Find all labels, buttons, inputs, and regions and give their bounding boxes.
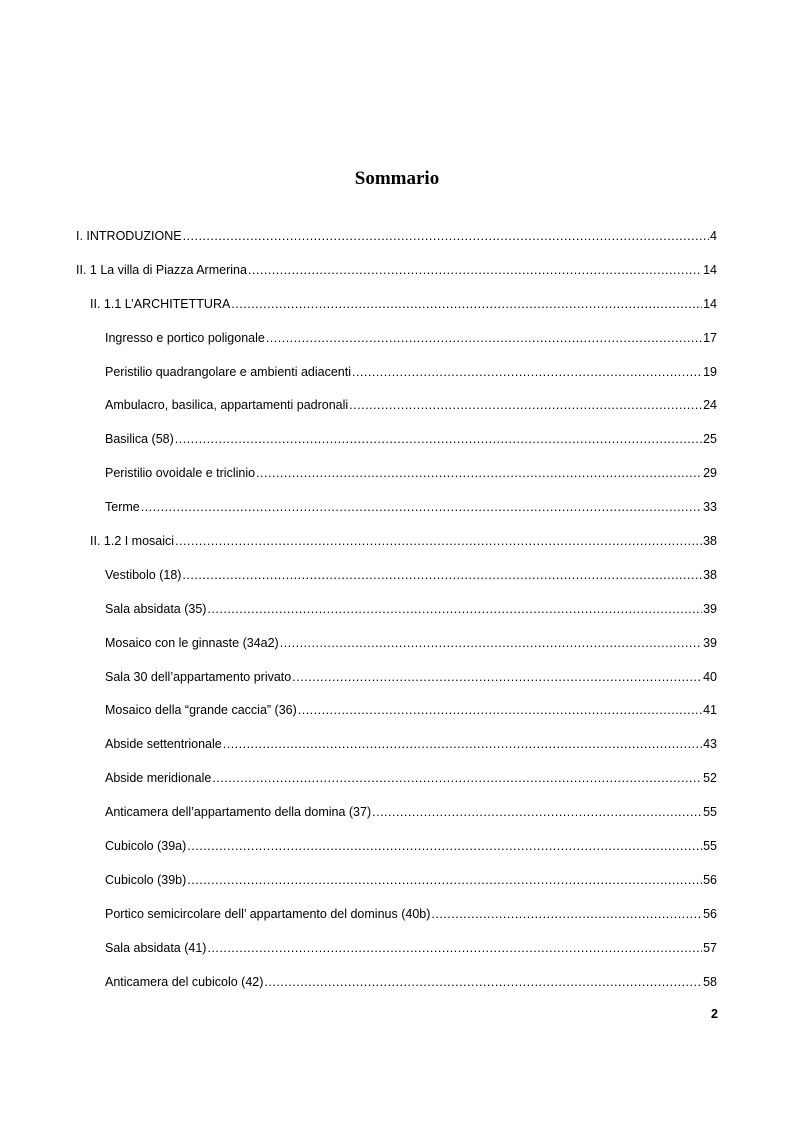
- toc-entry-page: 24: [703, 398, 717, 413]
- toc-entry-page: 57: [703, 940, 717, 955]
- toc-dot-leader: [231, 292, 702, 316]
- toc-entry-label: Portico semicircolare dell’ appartamento del dominus (40b): [105, 906, 431, 921]
- toc-entry-label: Mosaico della “grande caccia” (36): [105, 703, 297, 718]
- toc-entry-page: 4: [710, 229, 717, 243]
- toc-entry-label: II. 1.2 I mosaici: [90, 534, 175, 549]
- toc-entry[interactable]: [76, 800, 717, 834]
- toc-dot-leader: [280, 631, 702, 655]
- toc-entry-page: 43: [703, 737, 717, 752]
- toc-entry-page: 41: [703, 703, 717, 718]
- page-title: Sommario: [354, 168, 440, 189]
- toc-entry[interactable]: [76, 224, 717, 258]
- toc-entry[interactable]: [76, 495, 717, 529]
- toc-dot-leader: [264, 970, 702, 994]
- toc-entry-page: 14: [703, 262, 717, 277]
- toc-dot-leader: [223, 732, 702, 756]
- toc-entry-page: 19: [703, 364, 717, 379]
- toc-entry[interactable]: [76, 868, 717, 902]
- toc-entry[interactable]: [76, 732, 717, 766]
- toc-entry-label: Anticamera dell’appartamento della domina (37): [105, 805, 372, 820]
- toc-dot-leader: [298, 698, 702, 722]
- toc-entry-label: Cubicolo (39b): [105, 872, 187, 887]
- toc-entry-page: 17: [703, 330, 717, 345]
- toc-entry[interactable]: [76, 563, 717, 597]
- toc-dot-leader: [175, 427, 702, 451]
- toc-dot-leader: [207, 936, 702, 960]
- toc-dot-leader: [207, 597, 702, 621]
- toc-entry[interactable]: [76, 326, 717, 360]
- toc-entry-page: 56: [703, 906, 717, 921]
- toc-entry-page: 29: [703, 466, 717, 481]
- toc-entry-label: Abside settentrionale: [105, 737, 222, 752]
- toc-entry-page: 58: [703, 974, 717, 989]
- toc-entry[interactable]: [76, 698, 717, 732]
- toc-entry[interactable]: [76, 665, 717, 699]
- toc-entry-label: Peristilio ovoidale e triclinio: [105, 466, 256, 481]
- toc-entry-page: 38: [703, 567, 717, 582]
- toc-entry[interactable]: [76, 461, 717, 495]
- toc-entry-label: Sala absidata (41): [105, 940, 207, 955]
- toc-dot-leader: [187, 834, 702, 858]
- toc-dot-leader: [352, 360, 702, 384]
- toc-dot-leader: [256, 461, 702, 485]
- toc-entry-label: I. INTRODUZIONE: [76, 229, 182, 243]
- toc-dot-leader: [212, 766, 702, 790]
- toc-entry-label: Ingresso e portico poligonale: [105, 330, 265, 345]
- toc-entry[interactable]: [76, 970, 717, 1004]
- toc-dot-leader: [248, 258, 702, 282]
- toc-entry[interactable]: [76, 258, 717, 292]
- toc-entry[interactable]: [76, 631, 717, 665]
- toc-dot-leader: [182, 563, 702, 587]
- toc-entry[interactable]: [76, 597, 717, 631]
- toc-entry-label: Vestibolo (18): [105, 567, 182, 582]
- toc-dot-leader: [175, 529, 702, 553]
- toc-entry[interactable]: [76, 766, 717, 800]
- toc-entry[interactable]: [76, 834, 717, 868]
- toc-dot-leader: [372, 800, 702, 824]
- toc-dot-leader: [266, 326, 702, 350]
- table-of-contents: [76, 224, 717, 1003]
- toc-entry-page: 14: [703, 296, 717, 311]
- toc-entry-label: II. 1.1 L’ARCHITETTURA: [90, 296, 231, 311]
- toc-entry-page: 55: [703, 805, 717, 820]
- toc-entry-label: Sala absidata (35): [105, 601, 207, 616]
- toc-entry-page: 55: [703, 839, 717, 854]
- toc-dot-leader: [292, 665, 702, 689]
- toc-entry[interactable]: [76, 427, 717, 461]
- toc-dot-leader: [141, 495, 702, 519]
- toc-dot-leader: [187, 868, 702, 892]
- toc-entry-label: Cubicolo (39a): [105, 839, 187, 854]
- toc-entry-page: 38: [703, 534, 717, 549]
- toc-dot-leader: [431, 902, 702, 926]
- toc-entry-label: Basilica (58): [105, 432, 174, 447]
- toc-entry-page: 33: [703, 500, 717, 515]
- toc-entry[interactable]: [76, 292, 717, 326]
- toc-entry[interactable]: [76, 393, 717, 427]
- toc-entry[interactable]: [76, 902, 717, 936]
- toc-entry-label: Mosaico con le ginnaste (34a2): [105, 635, 279, 650]
- toc-entry[interactable]: [76, 529, 717, 563]
- toc-entry-page: 52: [703, 771, 717, 786]
- toc-entry[interactable]: [76, 360, 717, 394]
- toc-dot-leader: [183, 224, 709, 248]
- toc-entry-page: 25: [703, 432, 717, 447]
- toc-entry-page: 56: [703, 872, 717, 887]
- toc-entry-label: Abside meridionale: [105, 771, 212, 786]
- toc-entry-label: Ambulacro, basilica, appartamenti padronali: [105, 398, 349, 413]
- page-number: 2: [711, 1007, 718, 1021]
- toc-entry-label: Peristilio quadrangolare e ambienti adiacenti: [105, 364, 351, 379]
- toc-entry-label: Anticamera del cubicolo (42): [105, 974, 264, 989]
- toc-entry-page: 39: [703, 635, 717, 650]
- toc-entry-page: 40: [703, 669, 717, 684]
- toc-dot-leader: [349, 393, 702, 417]
- toc-entry[interactable]: [76, 936, 717, 970]
- toc-entry-label: Terme: [105, 500, 140, 515]
- toc-entry-label: II. 1 La villa di Piazza Armerina: [76, 262, 247, 277]
- toc-entry-page: 39: [703, 601, 717, 616]
- toc-entry-label: Sala 30 dell’appartamento privato: [105, 669, 292, 684]
